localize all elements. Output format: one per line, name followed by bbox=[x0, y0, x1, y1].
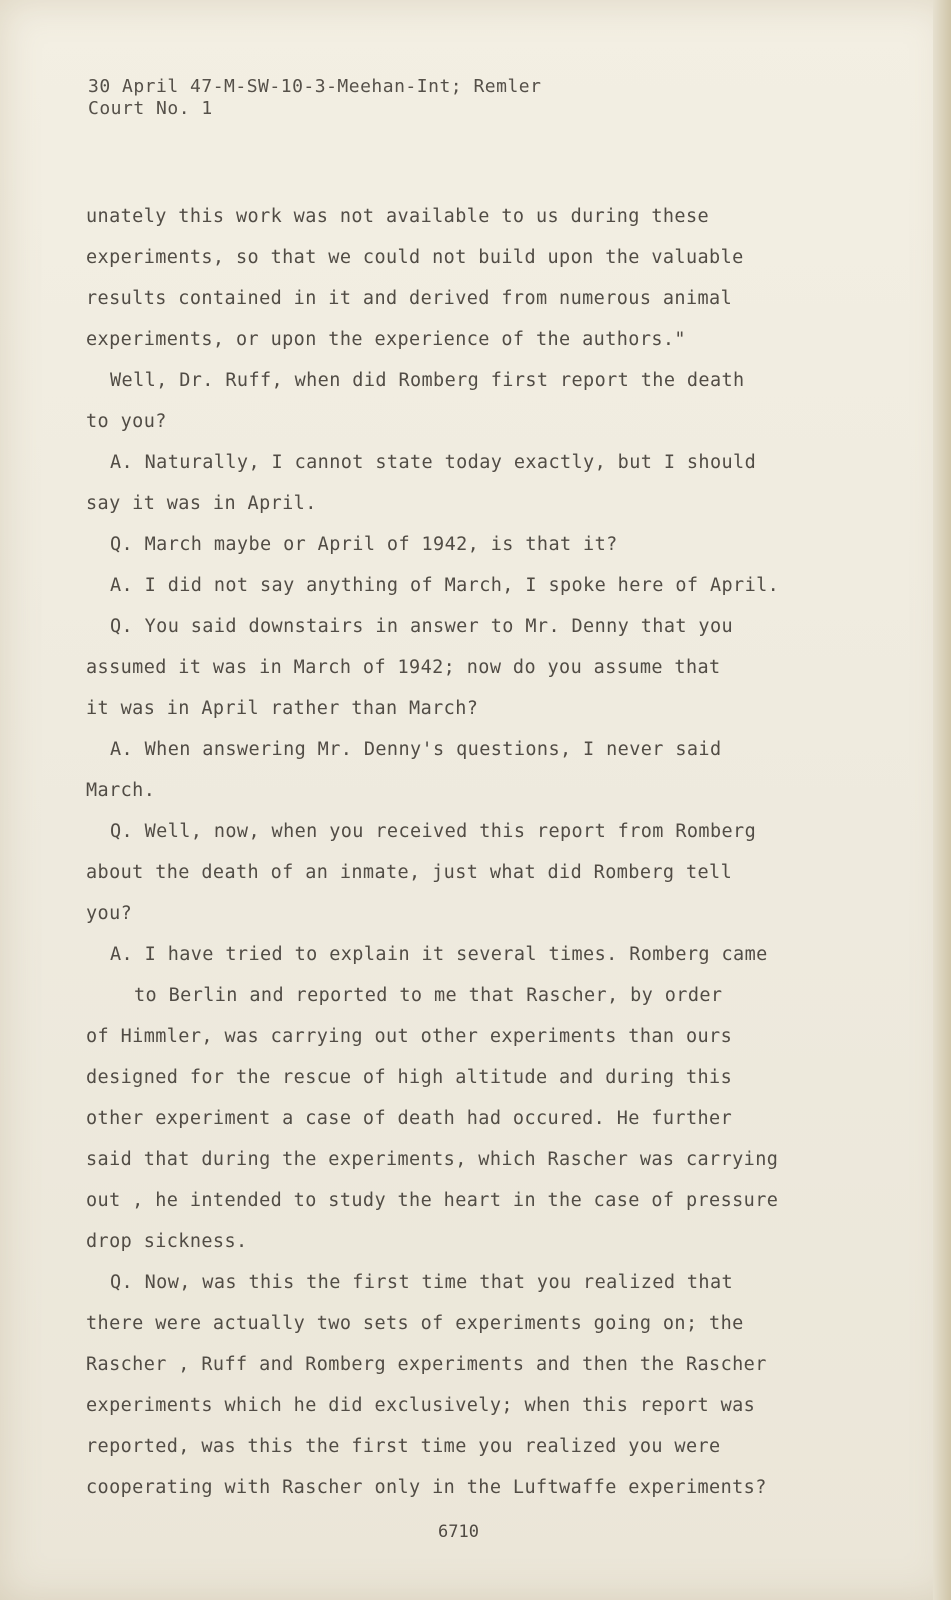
document-header bbox=[88, 76, 541, 120]
transcript-body bbox=[86, 196, 846, 1508]
text-line: reported, was this the first time you realized you were bbox=[86, 1436, 721, 1457]
text-line: A. I did not say anything of March, I spoke here of April. bbox=[110, 575, 780, 596]
text-line: results contained in it and derived from numerous animal bbox=[86, 288, 733, 309]
text-line: A. When answering Mr. Denny's questions, I never said bbox=[110, 739, 722, 760]
text-line: March. bbox=[86, 780, 156, 801]
text-line: of Himmler, was carrying out other experiments than ours bbox=[86, 1026, 733, 1047]
text-line: Rascher , Ruff and Romberg experiments and then the Rascher bbox=[86, 1354, 767, 1375]
text-line: experiments, or upon the experience of the authors." bbox=[86, 329, 686, 350]
text-line: designed for the rescue of high altitude and during this bbox=[86, 1067, 733, 1088]
text-line: about the death of an inmate, just what did Romberg tell bbox=[86, 862, 733, 883]
text-line: Q. You said downstairs in answer to Mr. Denny that you bbox=[110, 616, 734, 637]
text-line: cooperating with Rascher only in the Luftwaffe experiments? bbox=[86, 1477, 767, 1498]
text-line: experiments which he did exclusively; when this report was bbox=[86, 1395, 756, 1416]
header-court-line: Court No. 1 bbox=[88, 98, 213, 119]
text-line: say it was in April. bbox=[86, 493, 317, 514]
text-line: A. I have tried to explain it several times. Romberg came bbox=[110, 944, 768, 965]
text-line: to you? bbox=[86, 411, 167, 432]
text-line: unately this work was not available to us during these bbox=[86, 206, 710, 227]
text-line: Q. March maybe or April of 1942, is that it? bbox=[110, 534, 618, 555]
page-edge bbox=[933, 0, 951, 1600]
text-line: you? bbox=[86, 903, 133, 924]
text-line: to Berlin and reported to me that Rascher, by order bbox=[134, 985, 723, 1006]
header-reference-line: 30 April 47-M-SW-10-3-Meehan-Int; Remler bbox=[88, 76, 542, 97]
text-line: A. Naturally, I cannot state today exactly, but I should bbox=[110, 452, 757, 473]
text-line: other experiment a case of death had occured. He further bbox=[86, 1108, 733, 1129]
text-line: it was in April rather than March? bbox=[86, 698, 479, 719]
text-line: drop sickness. bbox=[86, 1231, 248, 1252]
text-line: said that during the experiments, which Rascher was carrying bbox=[86, 1149, 779, 1170]
text-line: Q. Now, was this the first time that you realized that bbox=[110, 1272, 734, 1293]
page-number: 6710 bbox=[438, 1522, 479, 1542]
text-line: Well, Dr. Ruff, when did Romberg first report the death bbox=[110, 370, 745, 391]
text-line: assumed it was in March of 1942; now do you assume that bbox=[86, 657, 721, 678]
text-line: out , he intended to study the heart in the case of pressure bbox=[86, 1190, 779, 1211]
text-line: Q. Well, now, when you received this report from Romberg bbox=[110, 821, 757, 842]
text-line: there were actually two sets of experiments going on; the bbox=[86, 1313, 744, 1334]
text-line: experiments, so that we could not build upon the valuable bbox=[86, 247, 744, 268]
